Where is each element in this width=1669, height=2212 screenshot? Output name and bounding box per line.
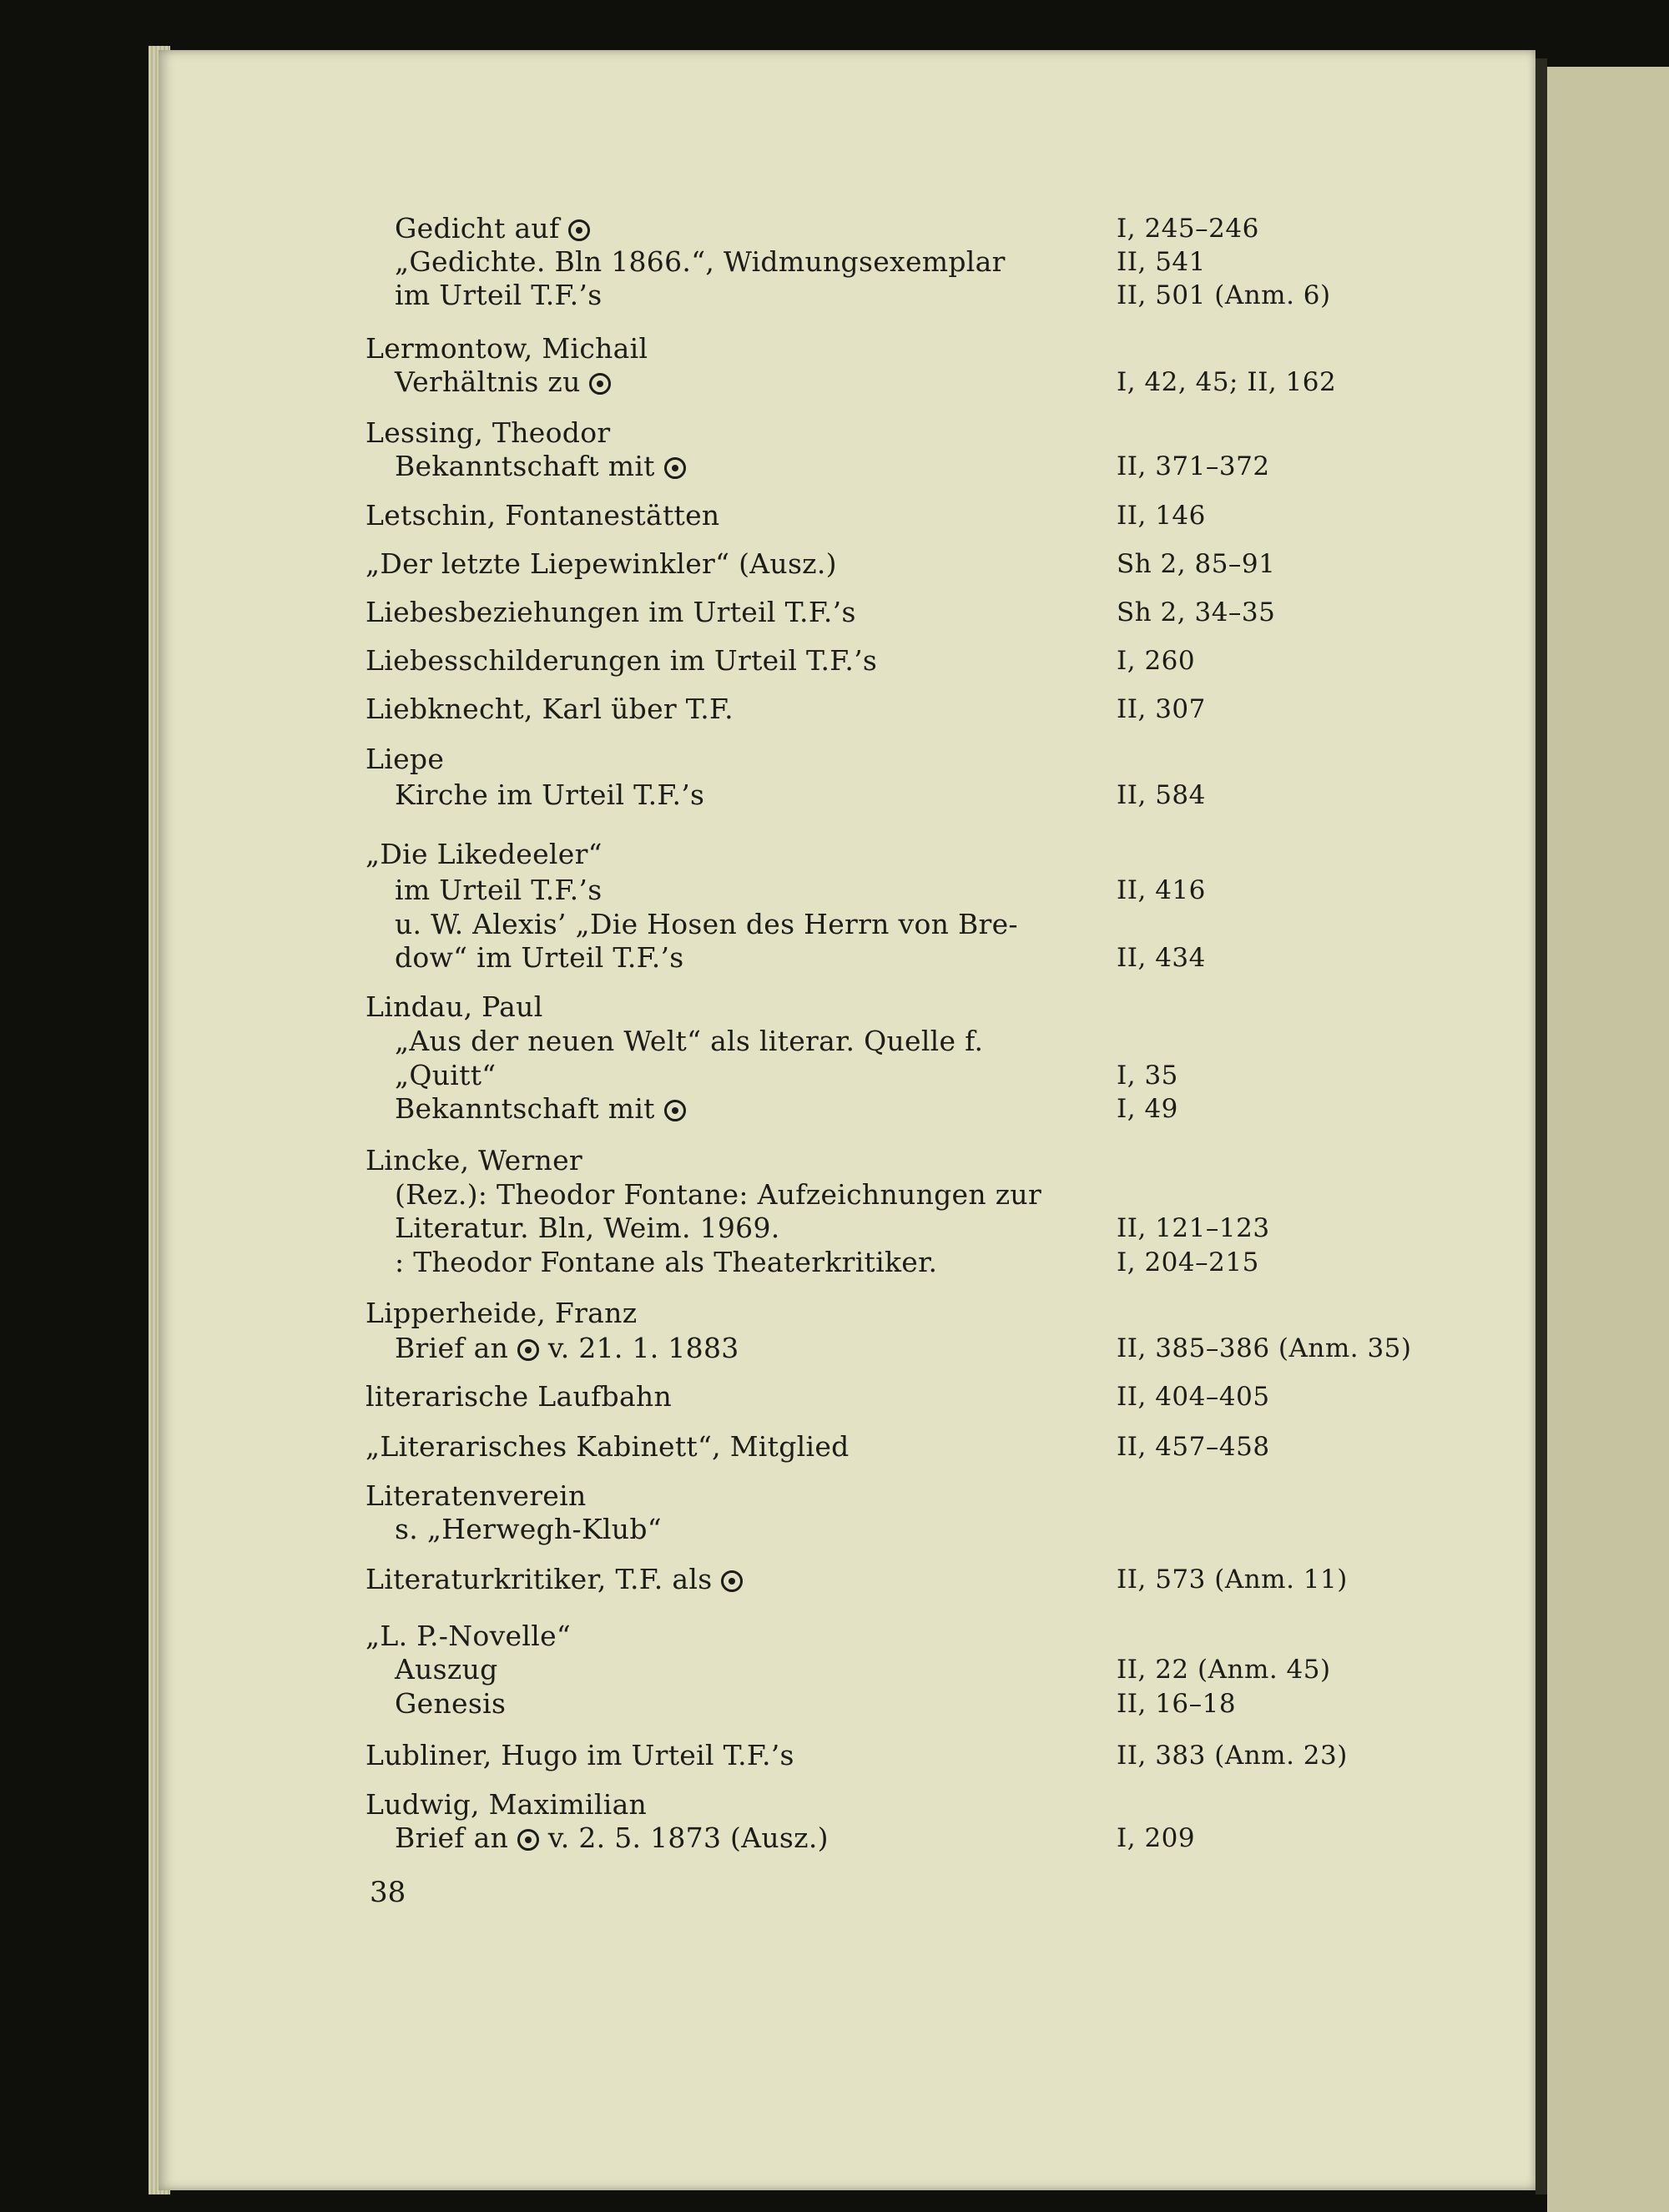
index-entry-text (395, 778, 704, 813)
index-entry-reference: I, 204–215 (1117, 1247, 1259, 1277)
index-entry-reference: II, 457–458 (1117, 1432, 1270, 1462)
entry-label: im Urteil T.F.’s (395, 874, 603, 906)
entry-label: Literatenverein (366, 1479, 587, 1512)
index-entry-text (366, 1738, 794, 1773)
entry-label: Genesis (395, 1687, 507, 1720)
index-entry-text (395, 1821, 829, 1856)
index-entry-reference: II, 385–386 (Anm. 35) (1117, 1333, 1412, 1363)
entry-suffix: v. 2. 5. 1873 (Ausz.) (538, 1821, 829, 1854)
index-entry-text (395, 1686, 506, 1721)
index-entry-text (395, 1058, 496, 1093)
index-entry-text (395, 365, 611, 400)
index-entry-text (366, 1562, 743, 1597)
entry-label: im Urteil T.F.’s (395, 279, 603, 311)
entry-label: Lindau, Paul (366, 990, 543, 1023)
entry-label: Liebesschilderungen im Urteil T.F.’s (366, 644, 878, 677)
index-entry-text (366, 990, 543, 1025)
index-entry-text (395, 1652, 498, 1687)
page-number: 38 (370, 1876, 406, 1909)
index-entry-reference: I, 245–246 (1117, 214, 1259, 244)
entry-label: „Gedichte. Bln 1866.“, Widmungsexemplar (395, 245, 1006, 278)
entry-label: „Aus der neuen Welt“ als literar. Quelle f. (395, 1025, 984, 1057)
entry-label: Brief an (395, 1332, 509, 1364)
index-entry-reference: I, 209 (1117, 1823, 1196, 1853)
fontane-symbol-icon (664, 1100, 686, 1121)
entry-label: Literaturkritiker, T.F. als (366, 1563, 713, 1595)
fontane-symbol-icon (721, 1570, 743, 1592)
entry-label: „L. P.-Novelle“ (366, 1620, 572, 1652)
index-entry-text (366, 1429, 850, 1464)
entry-label: „Der letzte Liepewinkler“ (Ausz.) (366, 547, 837, 580)
index-entry-text (395, 1211, 780, 1246)
index-entry-text (395, 1024, 983, 1059)
index-entry-reference: II, 404–405 (1117, 1382, 1270, 1412)
fontane-symbol-icon (568, 219, 590, 241)
entry-label: (Rez.): Theodor Fontane: Aufzeichnungen zur (395, 1178, 1042, 1211)
index-entry-reference: II, 584 (1117, 780, 1206, 810)
index-entry-text (395, 1331, 739, 1366)
entry-label: u. W. Alexis’ „Die Hosen des Herrn von Bre- (395, 908, 1018, 940)
entry-label: s. „Herwegh-Klub“ (395, 1513, 662, 1545)
index-entry-reference: I, 35 (1117, 1061, 1178, 1091)
index-entry-reference: II, 16–18 (1117, 1689, 1237, 1719)
entry-label: Verhältnis zu (395, 365, 581, 398)
index-entry-text (366, 643, 877, 678)
index-entry-text (366, 1143, 582, 1178)
entry-label: Auszug (395, 1653, 498, 1685)
fontane-symbol-icon (589, 373, 611, 395)
index-entry-reference: Sh 2, 34–35 (1117, 597, 1276, 627)
index-entry-reference: II, 416 (1117, 875, 1206, 905)
entry-label: : Theodor Fontane als Theaterkritiker. (395, 1246, 938, 1278)
index-entry-text (395, 278, 602, 313)
entry-label: Gedicht auf (395, 212, 560, 244)
fontane-symbol-icon (664, 457, 686, 479)
book-spine (1535, 58, 1547, 2194)
index-entry-text (366, 416, 610, 451)
index-entry-reference: Sh 2, 85–91 (1117, 549, 1276, 579)
entry-label: Liepe (366, 743, 445, 775)
index-entry-text (395, 940, 684, 975)
entry-suffix: v. 21. 1. 1883 (538, 1332, 739, 1364)
index-entry-reference: II, 146 (1117, 501, 1206, 531)
index-entry-text (366, 595, 856, 630)
index-entry-text (366, 547, 837, 582)
index-entry-text (366, 1787, 647, 1822)
index-entry-reference: II, 573 (Anm. 11) (1117, 1565, 1348, 1595)
index-entry-reference: II, 22 (Anm. 45) (1117, 1655, 1331, 1685)
index-entry-text (395, 1091, 686, 1126)
index-entry-reference: II, 383 (Anm. 23) (1117, 1741, 1348, 1771)
index-entry-text (366, 1296, 637, 1331)
index-entry-reference: II, 121–123 (1117, 1213, 1270, 1243)
index-entry-text (395, 1245, 937, 1280)
entry-label: Ludwig, Maximilian (366, 1788, 648, 1821)
index-entry-reference: II, 541 (1117, 247, 1206, 277)
index-entry-text (395, 907, 1018, 942)
entry-label: „Quitt“ (395, 1059, 497, 1091)
entry-label: Kirche im Urteil T.F.’s (395, 778, 705, 811)
index-entry-text (366, 1479, 587, 1514)
fontane-symbol-icon (517, 1339, 539, 1361)
entry-label: Bekanntschaft mit (395, 1092, 655, 1125)
index-entry-reference: II, 371–372 (1117, 451, 1270, 481)
index-entry-text (366, 498, 719, 533)
index-entry-text (366, 837, 603, 872)
index-entry-reference: II, 501 (Anm. 6) (1117, 280, 1331, 310)
entry-label: Lessing, Theodor (366, 416, 611, 449)
index-entry-text (395, 211, 590, 246)
index-entry-reference: II, 434 (1117, 943, 1206, 973)
index-entry-text (395, 244, 1006, 280)
fontane-symbol-icon (517, 1829, 539, 1851)
entry-label: Liebknecht, Karl über T.F. (366, 693, 734, 725)
entry-label: Letschin, Fontanestätten (366, 499, 720, 532)
entry-label: Brief an (395, 1821, 509, 1854)
entry-label: Lubliner, Hugo im Urteil T.F.’s (366, 1739, 794, 1771)
entry-label: „Literarisches Kabinett“, Mitglied (366, 1430, 850, 1463)
entry-label: Lipperheide, Franz (366, 1297, 638, 1329)
index-entry-text (366, 331, 648, 366)
index-entry-reference: I, 49 (1117, 1094, 1178, 1124)
entry-label: dow“ im Urteil T.F.’s (395, 941, 684, 974)
index-entry-text (366, 1619, 571, 1654)
index-entry-text (366, 692, 734, 727)
entry-label: literarische Laufbahn (366, 1380, 673, 1413)
entry-label: „Die Likedeeler“ (366, 838, 603, 870)
index-entry-text (395, 1177, 1041, 1212)
index-entry-reference: II, 307 (1117, 694, 1206, 724)
entry-label: Lincke, Werner (366, 1144, 582, 1177)
entry-label: Bekanntschaft mit (395, 450, 655, 482)
index-entry-text (395, 1512, 662, 1547)
index-entry-text (395, 873, 602, 908)
entry-label: Liebesbeziehungen im Urteil T.F.’s (366, 596, 856, 628)
index-entry-text (366, 742, 444, 777)
entry-label: Lermontow, Michail (366, 332, 648, 365)
index-entry-reference: I, 42, 45; II, 162 (1117, 367, 1337, 397)
entry-label: Literatur. Bln, Weim. 1969. (395, 1212, 780, 1244)
facing-page (1547, 67, 1669, 2212)
index-entry-text (395, 449, 686, 484)
index-entry-reference: I, 260 (1117, 646, 1196, 676)
index-entry-text (366, 1379, 672, 1414)
